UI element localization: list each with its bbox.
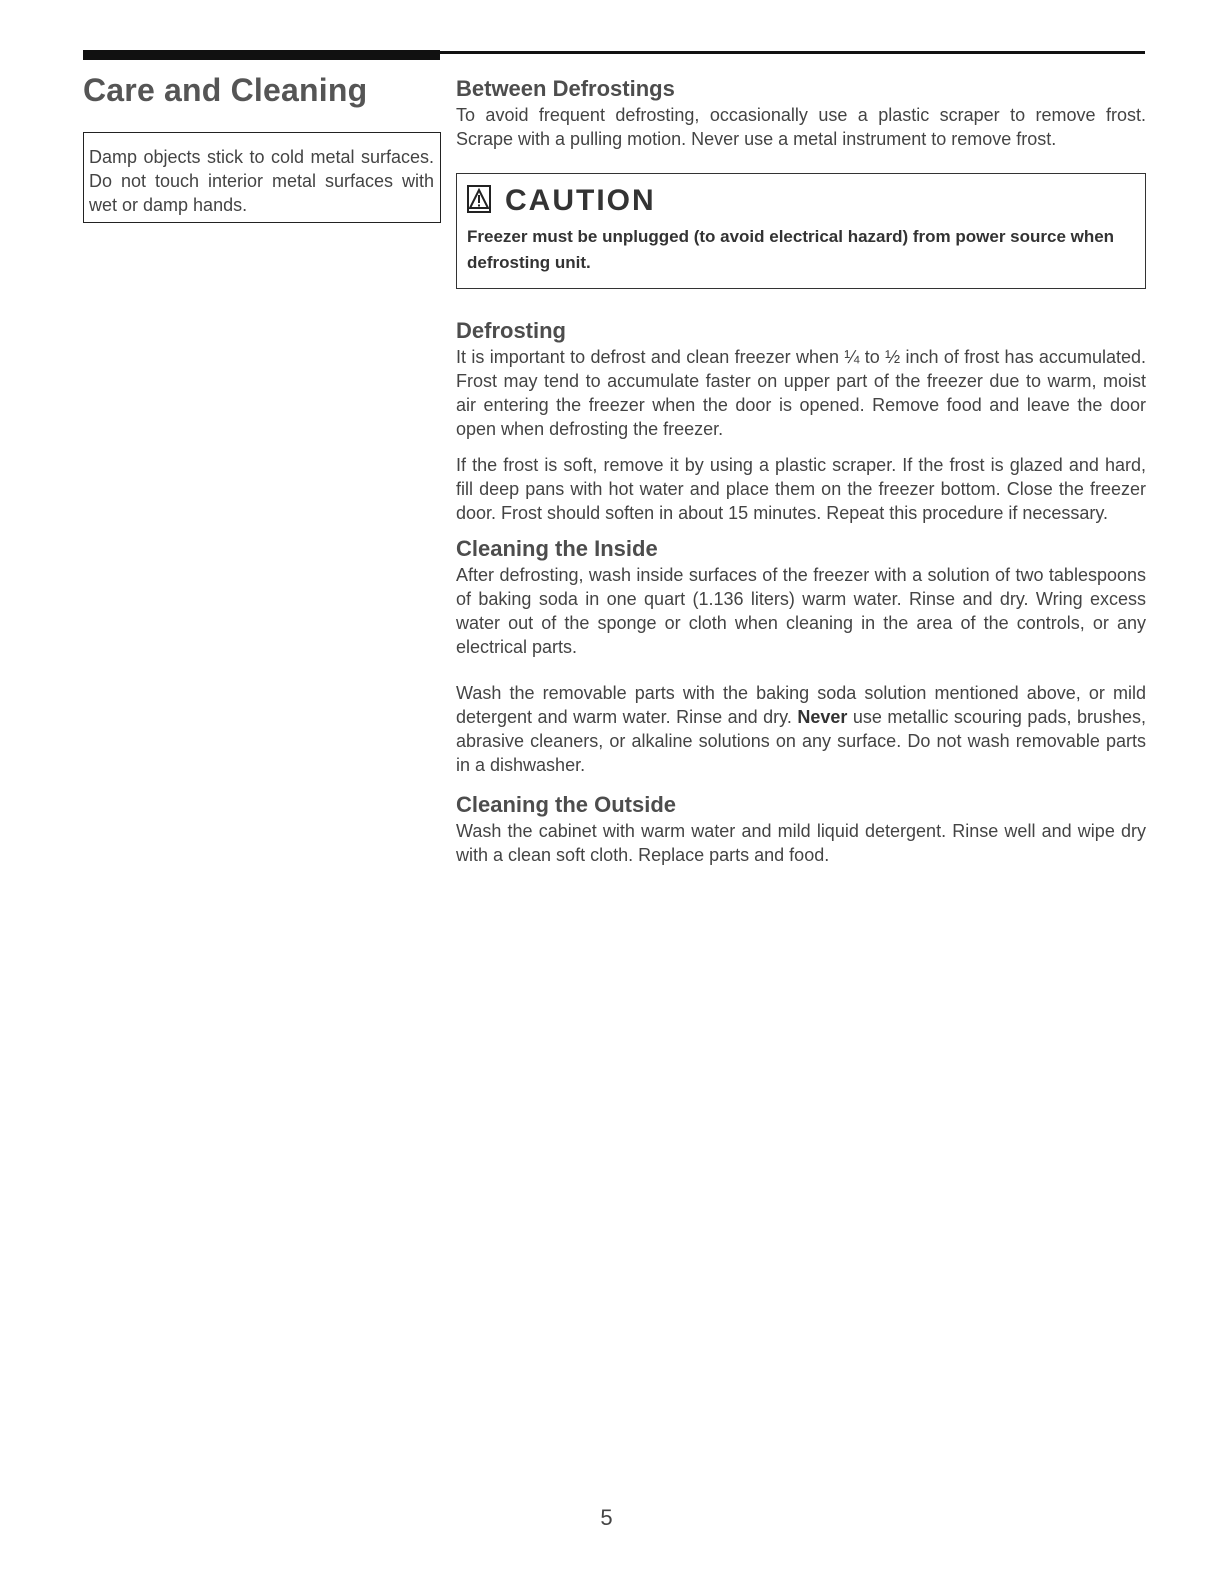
section-cleaning-outside (456, 791, 1146, 867)
section-paragraph: It is important to defrost and clean freezer when ¼ to ½ inch of frost has accumulated. Frost may tend to accumulate faster on upper part of the freezer due to warm, moist air entering the freezer when the door is opened. Remove food and leave the door open when defrosting the freezer. (456, 347, 1146, 439)
header-rule-thick (83, 50, 440, 60)
section-paragraph: After defrosting, wash inside surfaces of the freezer with a solution of two tablespoons of baking soda in one quart (1.136 liters) warm water. Rinse and dry. Wring excess water out of the sponge or cloth when cleaning in the area of the controls, or any electrical parts. (456, 565, 1146, 657)
section-cleaning-inside (456, 535, 1146, 777)
section-between-defrostings (456, 75, 1146, 151)
section-heading: Cleaning the Outside (456, 792, 677, 817)
caution-text: Freezer must be unplugged (to avoid electrical hazard) from power source when defrosting unit. (467, 227, 1115, 272)
section-paragraph (456, 681, 1146, 777)
main-content (456, 75, 1146, 867)
caution-header (467, 184, 1135, 218)
page-number: 5 (600, 1505, 613, 1530)
page-title: Care and Cleaning (83, 72, 368, 108)
section-defrosting (456, 317, 1146, 525)
safety-note-text: Damp objects stick to cold metal surfaces. Do not touch interior metal surfaces with wet or damp hands. (89, 147, 434, 215)
safety-note-box (83, 132, 441, 223)
section-heading: Defrosting (456, 318, 566, 343)
section-paragraph: To avoid frequent defrosting, occasionally use a plastic scraper to remove frost. Scrape with a pulling motion. Never use a metal instrument to remove frost. (456, 105, 1146, 149)
caution-label: CAUTION (505, 184, 656, 217)
section-heading: Between Defrostings (456, 76, 675, 101)
section-heading: Cleaning the Inside (456, 536, 658, 561)
warning-triangle-icon (467, 185, 491, 218)
section-paragraph: Wash the cabinet with warm water and mild liquid detergent. Rinse well and wipe dry with a clean soft cloth. Replace parts and food. (456, 821, 1146, 865)
paragraph-text: use metallic scouring pads, brushes, abrasive cleaners, or alkaline solutions on any surface. Do not wash removable parts in a dishwasher. (456, 707, 1147, 775)
caution-box (456, 173, 1146, 289)
paragraph-text: Wash the removable parts with the baking soda solution mentioned above, or mild detergent and warm water. Rinse and dry. (456, 683, 1146, 727)
emphasis-never: Never (797, 707, 848, 727)
section-paragraph: If the frost is soft, remove it by using a plastic scraper. If the frost is glazed and hard, fill deep pans with hot water and place them on the freezer bottom. Close the freezer door. Frost should soften in about 15 minutes. Repeat this procedure if necessary. (456, 455, 1146, 523)
header-rule-thin (440, 51, 1145, 54)
